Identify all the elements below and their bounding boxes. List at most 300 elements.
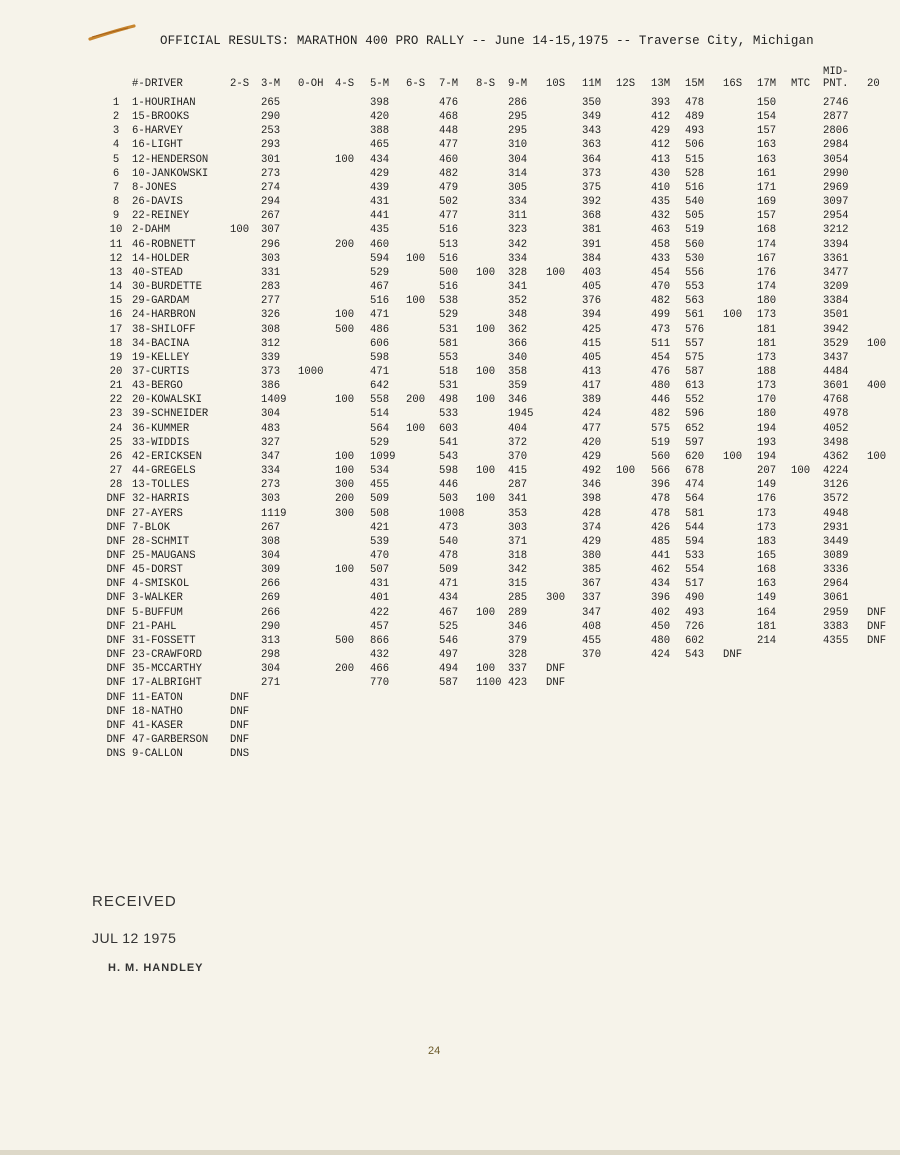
score-cell <box>616 535 651 549</box>
score-cell <box>546 492 582 506</box>
score-cell: 194 <box>757 422 777 435</box>
score-cell <box>791 351 823 365</box>
score-cell: 455 <box>582 634 602 647</box>
score-cell: 295 <box>508 125 528 138</box>
score-cell: 642 <box>370 380 390 393</box>
table-row <box>100 691 887 705</box>
score-cell: 3449 <box>823 535 849 548</box>
score-cell: 576 <box>685 323 705 336</box>
score-cell <box>406 691 439 705</box>
score-cell <box>406 549 439 563</box>
score-cell: 564 <box>685 493 705 506</box>
score-cell: 339 <box>261 351 281 364</box>
score-cell: 303 <box>261 252 281 265</box>
score-cell: 429 <box>651 125 671 138</box>
score-cell <box>723 549 757 563</box>
table-row <box>100 195 887 209</box>
score-cell: 408 <box>582 620 602 633</box>
driver-name: 1-HOURIHAN <box>132 97 196 109</box>
finish-position: 5 <box>112 153 120 166</box>
finish-position: DNS <box>106 748 126 761</box>
score-cell <box>651 733 685 747</box>
score-cell <box>335 606 370 620</box>
score-cell: 726 <box>685 620 705 633</box>
score-cell: 517 <box>685 578 705 591</box>
score-cell: DNF <box>230 734 250 747</box>
score-cell <box>791 238 823 252</box>
score-cell: 370 <box>508 450 528 463</box>
score-cell: 596 <box>685 408 705 421</box>
column-header: 8-S <box>476 78 496 90</box>
score-cell <box>582 676 616 690</box>
score-cell <box>298 705 335 719</box>
score-cell: 331 <box>261 266 281 279</box>
score-cell <box>406 676 439 690</box>
score-cell <box>230 323 261 337</box>
finish-position: DNF <box>106 550 126 562</box>
score-cell: 476 <box>651 365 671 378</box>
score-cell <box>335 379 370 393</box>
score-cell <box>476 238 508 252</box>
score-cell <box>298 96 335 110</box>
finish-position: DNF <box>106 493 126 506</box>
score-cell: 473 <box>439 521 459 534</box>
score-cell <box>791 535 823 549</box>
finish-position: 16 <box>109 309 123 322</box>
score-cell: 170 <box>757 394 777 407</box>
score-cell: 2964 <box>823 578 849 591</box>
score-cell <box>335 620 370 634</box>
score-cell: 467 <box>439 606 459 619</box>
score-cell: 480 <box>651 380 671 393</box>
score-cell: 304 <box>261 550 281 562</box>
score-cell <box>723 464 757 478</box>
score-cell: 533 <box>685 550 705 562</box>
score-cell: 482 <box>651 295 671 308</box>
score-cell <box>298 124 335 138</box>
score-cell: 602 <box>685 634 705 647</box>
score-cell <box>406 124 439 138</box>
score-cell: 415 <box>508 465 528 478</box>
score-cell: 100 <box>476 465 496 478</box>
table-row <box>100 648 887 662</box>
score-cell: 429 <box>582 535 602 548</box>
score-cell <box>791 323 823 337</box>
score-cell: 439 <box>370 181 390 194</box>
score-cell <box>651 691 685 705</box>
score-cell <box>723 393 757 407</box>
score-cell: 313 <box>261 634 281 647</box>
score-cell <box>261 719 298 733</box>
score-cell: 386 <box>261 380 281 393</box>
score-cell <box>867 591 887 605</box>
score-cell <box>230 464 261 478</box>
score-cell: 539 <box>370 535 390 548</box>
score-cell <box>298 464 335 478</box>
score-cell: 420 <box>582 436 602 449</box>
score-cell <box>476 634 508 648</box>
score-cell <box>867 266 887 280</box>
score-cell <box>230 181 261 195</box>
score-cell <box>616 393 651 407</box>
score-cell <box>230 96 261 110</box>
score-cell <box>616 676 651 690</box>
score-cell <box>406 521 439 535</box>
score-cell <box>546 436 582 450</box>
driver-name: 3-WALKER <box>132 592 183 605</box>
score-cell <box>867 535 887 549</box>
score-cell: 497 <box>439 649 459 662</box>
score-cell <box>723 662 757 676</box>
driver-name: 17-ALBRIGHT <box>132 677 202 690</box>
score-cell <box>335 294 370 308</box>
score-cell: 561 <box>685 309 705 322</box>
score-cell <box>546 393 582 407</box>
score-cell: 173 <box>757 380 777 393</box>
score-cell <box>867 209 887 223</box>
score-cell: DNF <box>230 691 250 704</box>
score-cell: 300 <box>335 507 355 520</box>
score-cell: 553 <box>685 281 705 294</box>
score-cell: 4052 <box>823 422 849 435</box>
score-cell: DNS <box>230 748 250 761</box>
score-cell <box>261 733 298 747</box>
score-cell <box>546 577 582 591</box>
table-row <box>100 379 887 393</box>
score-cell <box>723 252 757 266</box>
table-row <box>100 294 887 308</box>
table-row <box>100 662 887 676</box>
score-cell <box>616 294 651 308</box>
score-cell: 304 <box>261 663 281 676</box>
score-cell: 4362 <box>823 450 849 463</box>
score-cell <box>823 676 867 690</box>
score-cell: 303 <box>261 493 281 506</box>
score-cell: 398 <box>582 493 602 506</box>
column-header: 12S <box>616 78 636 90</box>
score-cell <box>406 464 439 478</box>
score-cell <box>476 450 508 464</box>
score-cell <box>723 436 757 450</box>
score-cell: 165 <box>757 550 777 562</box>
score-cell: 598 <box>439 465 459 478</box>
score-cell: 500 <box>335 634 355 647</box>
score-cell: 4224 <box>823 465 849 478</box>
score-cell: 168 <box>757 224 777 237</box>
score-cell <box>406 648 439 662</box>
driver-name: 20-KOWALSKI <box>132 394 202 407</box>
score-cell: 100 <box>335 309 355 322</box>
score-cell: 454 <box>651 266 671 279</box>
score-cell: 310 <box>508 139 528 152</box>
score-cell: 509 <box>370 493 390 506</box>
score-cell <box>406 181 439 195</box>
score-cell: 2990 <box>823 167 849 180</box>
score-cell: 515 <box>685 153 705 166</box>
column-header: 4-S <box>335 78 355 90</box>
score-cell <box>230 563 261 577</box>
score-cell: 163 <box>757 153 777 166</box>
score-cell <box>723 620 757 634</box>
score-cell: 463 <box>651 224 671 237</box>
score-cell <box>230 280 261 294</box>
score-cell: 556 <box>685 266 705 279</box>
score-cell: DNF <box>867 620 887 633</box>
finish-position: 24 <box>109 422 123 435</box>
score-cell: 533 <box>439 408 459 421</box>
score-cell <box>791 223 823 237</box>
column-header: MTC <box>791 78 811 90</box>
score-cell: 100 <box>335 465 355 478</box>
table-row <box>100 549 887 563</box>
score-cell: 506 <box>685 139 705 152</box>
score-cell: 581 <box>685 507 705 520</box>
score-cell: 100 <box>476 365 496 378</box>
column-header: 5-M <box>370 78 390 90</box>
score-cell: 470 <box>370 550 390 562</box>
column-header: #-DRIVER <box>132 78 183 90</box>
score-cell <box>651 705 685 719</box>
score-cell: 529 <box>439 309 459 322</box>
score-cell <box>616 153 651 167</box>
score-cell <box>230 337 261 351</box>
finish-position: DNF <box>106 620 126 633</box>
score-cell <box>335 110 370 124</box>
score-cell <box>823 662 867 676</box>
driver-name: 15-BROOKS <box>132 111 190 124</box>
finish-position: 12 <box>109 252 123 265</box>
driver-name: 14-HOLDER <box>132 252 190 265</box>
score-cell <box>616 634 651 648</box>
score-cell <box>546 563 582 577</box>
score-cell: 4355 <box>823 634 849 647</box>
score-cell <box>582 662 616 676</box>
score-cell <box>791 181 823 195</box>
score-cell <box>335 705 370 719</box>
score-cell: 2931 <box>823 521 849 534</box>
score-cell <box>791 96 823 110</box>
driver-name: 2-DAHM <box>132 224 171 237</box>
score-cell: 480 <box>651 634 671 647</box>
score-cell: DNF <box>867 606 887 619</box>
score-cell <box>298 450 335 464</box>
score-cell: 1945 <box>508 408 534 421</box>
received-by-stamp: H. M. HANDLEY <box>108 962 204 974</box>
score-cell <box>823 733 867 747</box>
score-cell <box>546 507 582 521</box>
driver-name: 46-ROBNETT <box>132 238 196 251</box>
score-cell <box>476 252 508 266</box>
score-cell <box>723 591 757 605</box>
score-cell: 200 <box>335 663 355 676</box>
score-cell: 163 <box>757 578 777 591</box>
score-cell: 348 <box>508 309 528 322</box>
score-cell: 434 <box>651 578 671 591</box>
score-cell: 594 <box>370 252 390 265</box>
driver-name: 13-TOLLES <box>132 479 190 492</box>
score-cell <box>616 181 651 195</box>
score-cell: 531 <box>439 380 459 393</box>
score-cell: 349 <box>582 111 602 124</box>
score-cell <box>616 492 651 506</box>
column-header: 20 <box>867 78 880 90</box>
score-cell: 341 <box>508 493 528 506</box>
score-cell <box>439 705 476 719</box>
score-cell: 100 <box>406 295 426 308</box>
finish-position: DNF <box>106 507 126 520</box>
score-cell <box>867 733 887 747</box>
score-cell: 519 <box>651 436 671 449</box>
score-cell: 3942 <box>823 323 849 336</box>
score-cell <box>230 167 261 181</box>
score-cell <box>791 337 823 351</box>
driver-name: 28-SCHMIT <box>132 535 190 548</box>
score-cell <box>335 167 370 181</box>
score-cell: 370 <box>582 649 602 662</box>
score-cell: 273 <box>261 479 281 492</box>
score-cell: 434 <box>370 153 390 166</box>
score-cell: 433 <box>651 252 671 265</box>
score-cell: 274 <box>261 181 281 194</box>
score-cell: 560 <box>685 238 705 251</box>
score-cell: 176 <box>757 493 777 506</box>
score-cell: 376 <box>582 295 602 308</box>
score-cell <box>791 705 823 719</box>
score-cell: 337 <box>582 592 602 605</box>
score-cell: 1409 <box>261 394 287 407</box>
score-cell: 346 <box>508 394 528 407</box>
score-cell <box>723 379 757 393</box>
score-cell: 358 <box>508 365 528 378</box>
score-cell: 253 <box>261 125 281 138</box>
score-cell: 3601 <box>823 380 849 393</box>
table-row <box>100 719 887 733</box>
score-cell: 405 <box>582 351 602 364</box>
score-cell: 554 <box>685 564 705 577</box>
score-cell: 180 <box>757 408 777 421</box>
score-cell <box>406 308 439 322</box>
score-cell: 2806 <box>823 125 849 138</box>
driver-name: 9-CALLON <box>132 748 183 761</box>
finish-position: DNF <box>106 521 126 534</box>
score-cell <box>791 167 823 181</box>
score-cell: 450 <box>651 620 671 633</box>
score-cell <box>298 549 335 563</box>
score-cell <box>406 138 439 152</box>
score-cell <box>298 422 335 436</box>
score-cell <box>791 733 823 747</box>
score-cell: 100 <box>476 663 496 676</box>
score-cell <box>508 733 546 747</box>
document-title: OFFICIAL RESULTS: MARATHON 400 PRO RALLY -- June 14-15,1975 -- Traverse City, Michigan <box>160 34 814 48</box>
score-cell: 564 <box>370 422 390 435</box>
score-cell <box>867 407 887 421</box>
table-row <box>100 167 887 181</box>
score-cell <box>867 181 887 195</box>
score-cell <box>867 124 887 138</box>
score-cell <box>439 747 476 761</box>
driver-name: 31-FOSSETT <box>132 634 196 647</box>
score-cell <box>406 153 439 167</box>
score-cell <box>406 450 439 464</box>
score-cell <box>335 521 370 535</box>
table-row <box>100 223 887 237</box>
driver-name: 24-HARBRON <box>132 309 196 322</box>
score-cell <box>791 407 823 421</box>
score-cell <box>867 351 887 365</box>
score-cell <box>791 266 823 280</box>
score-cell: 309 <box>261 564 281 577</box>
column-header: 3-M <box>261 78 281 90</box>
score-cell <box>823 648 867 662</box>
score-cell <box>476 110 508 124</box>
score-cell <box>476 648 508 662</box>
score-cell <box>476 308 508 322</box>
score-cell <box>406 351 439 365</box>
score-cell: 388 <box>370 125 390 138</box>
score-cell <box>335 691 370 705</box>
column-header: 0-OH <box>298 78 324 90</box>
score-cell <box>298 337 335 351</box>
score-cell <box>476 96 508 110</box>
table-row <box>100 492 887 506</box>
score-cell <box>476 280 508 294</box>
score-cell <box>370 719 406 733</box>
finish-position: DNF <box>106 564 126 577</box>
score-cell <box>723 238 757 252</box>
score-cell <box>546 181 582 195</box>
score-cell <box>406 436 439 450</box>
finish-position: DNF <box>106 535 126 548</box>
score-cell <box>867 676 887 690</box>
score-cell: 311 <box>508 210 528 223</box>
score-cell <box>723 747 757 761</box>
score-cell: 424 <box>651 649 671 662</box>
finish-position: DNF <box>106 705 126 718</box>
score-cell <box>298 719 335 733</box>
score-cell <box>791 507 823 521</box>
score-cell <box>582 747 616 761</box>
score-cell <box>476 549 508 563</box>
score-cell: 375 <box>582 181 602 194</box>
score-cell: 430 <box>651 167 671 180</box>
score-cell <box>476 478 508 492</box>
score-cell <box>508 747 546 761</box>
column-header: 7-M <box>439 78 459 90</box>
score-cell <box>616 195 651 209</box>
score-cell <box>370 733 406 747</box>
score-cell <box>298 266 335 280</box>
score-cell <box>335 266 370 280</box>
score-cell <box>616 365 651 379</box>
score-cell <box>867 464 887 478</box>
score-cell <box>298 521 335 535</box>
score-cell: 266 <box>261 606 281 619</box>
score-cell <box>723 209 757 223</box>
score-cell <box>616 223 651 237</box>
score-cell: 266 <box>261 578 281 591</box>
score-cell: 328 <box>508 266 528 279</box>
finish-position: DNF <box>106 649 126 662</box>
score-cell: 477 <box>582 422 602 435</box>
score-cell: 500 <box>335 323 355 336</box>
score-cell: 346 <box>508 620 528 633</box>
table-row <box>100 138 887 152</box>
score-cell: 173 <box>757 309 777 322</box>
score-cell <box>546 110 582 124</box>
score-cell: 552 <box>685 394 705 407</box>
score-cell <box>439 719 476 733</box>
